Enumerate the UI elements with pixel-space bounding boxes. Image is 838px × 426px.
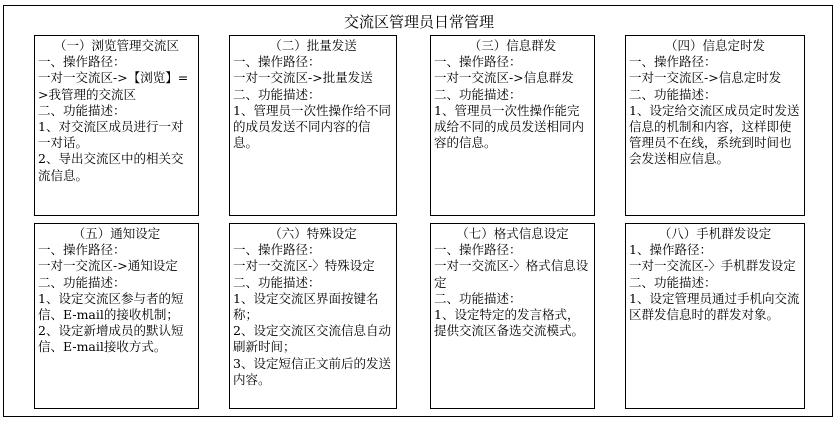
box-line: 一、操作路径：: [629, 54, 717, 70]
box-line: 1、操作路径：: [629, 242, 712, 258]
box-line: 一、操作路径：: [233, 54, 321, 70]
box-line: 1、设定给交流区成员定时发送信息的机制和内容，这样即使管理员不在线，系统到时间也会发送相应信息。: [629, 102, 800, 167]
box-line: 二、功能描述：: [38, 274, 126, 290]
box-line: 1、设定交流区界面按键名称；: [233, 290, 379, 323]
box-line: 一对一交流区-〉格式信息设定: [434, 258, 589, 290]
box-line: 2、设定交流区交流信息自动刷新时间；: [233, 323, 391, 355]
box-line: 2、设定新增成员的默认短信、E-mail接收方式。: [38, 323, 184, 355]
box-notification-settings: [34, 223, 199, 409]
box-heading: （六）特殊设定: [269, 226, 357, 241]
box-line: 二、功能描述：: [629, 274, 717, 290]
box-line: 1、管理员一次性操作给不同的成员发送不同内容的信息。: [233, 102, 391, 151]
diagram-title: 交流区管理员日常管理: [343, 13, 494, 31]
box-heading: （五）通知设定: [72, 226, 161, 241]
box-heading: （三）信息群发: [468, 38, 557, 53]
box-line: 二、功能描述：: [434, 86, 522, 102]
box-line: 一、操作路径：: [434, 54, 522, 70]
box-line: 二、功能描述：: [233, 274, 321, 290]
box-heading: （七）格式信息设定: [456, 226, 569, 241]
box-line: 一对一交流区->通知设定: [38, 258, 178, 274]
box-line: 二、功能描述：: [434, 290, 522, 306]
box-line: 2、导出交流区中的相关交流信息。: [38, 151, 184, 183]
box-heading: （二）批量发送: [269, 38, 357, 53]
box-line: 1、设定特定的发言格式，提供交流区备选交流模式。: [434, 307, 585, 339]
box-heading: （四）信息定时发: [664, 38, 765, 53]
box-line: 一对一交流区->信息群发: [434, 70, 574, 86]
box-heading: （一）浏览管理交流区: [53, 38, 179, 53]
box-heading: （八）手机群发设定: [658, 226, 772, 241]
box-browse-manage: [34, 35, 199, 216]
box-format-settings: [430, 223, 595, 409]
box-line: 一对一交流区->信息定时发: [629, 70, 782, 86]
box-line: 一、操作路径：: [38, 242, 126, 258]
box-line: 一、操作路径：: [233, 242, 321, 258]
box-line: 一对一交流区->批量发送: [233, 70, 373, 86]
box-line: 一对一交流区-〉手机群发设定: [629, 258, 796, 274]
box-line: 1、对交流区成员进行一对一对话。: [38, 119, 184, 151]
box-line: 1、设定交流区参与者的短信、E-mail的接收机制；: [38, 290, 184, 323]
box-line: 一对一交流区-〉特殊设定: [233, 258, 375, 274]
box-line: 一对一交流区->【浏览】=>我管理的交流区: [38, 70, 189, 102]
box-batch-send: [229, 35, 397, 216]
box-line: 二、功能描述：: [629, 86, 717, 102]
box-line: 一、操作路径：: [434, 242, 522, 258]
box-line: 1、管理员一次性操作能完成给不同的成员发送相同内容的信息。: [434, 102, 585, 151]
box-line: 3、设定短信正文前后的发送内容。: [233, 355, 391, 387]
box-scheduled-message: [625, 35, 805, 216]
box-mobile-mass-settings: [625, 223, 805, 409]
box-line: 1、设定管理员通过手机向交流区群发信息时的群发对象。: [629, 290, 800, 323]
box-special-settings: [229, 223, 397, 409]
box-line: 一、操作路径：: [38, 54, 126, 70]
box-line: 二、功能描述：: [233, 86, 321, 102]
box-mass-message: [430, 35, 595, 216]
box-line: 二、功能描述：: [38, 102, 126, 118]
